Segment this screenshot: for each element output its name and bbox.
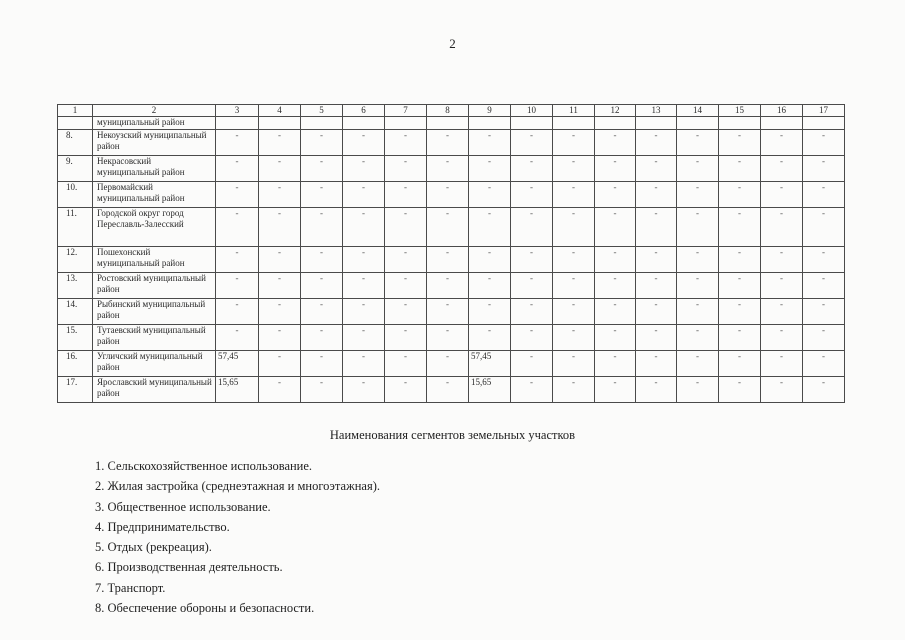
column-header: 6 xyxy=(343,105,385,117)
table-row xyxy=(58,273,845,299)
district-name: Пошехонский муниципальный район xyxy=(93,247,216,273)
table-cell: - xyxy=(469,130,511,156)
column-header: 15 xyxy=(719,105,761,117)
table-cell: - xyxy=(469,156,511,182)
table-cell: - xyxy=(301,377,343,403)
column-header: 8 xyxy=(427,105,469,117)
district-name: Рыбинский муниципальный район xyxy=(93,299,216,325)
table-cell: - xyxy=(343,182,385,208)
row-number: 17. xyxy=(58,377,93,403)
row-number xyxy=(58,117,93,130)
table-row xyxy=(58,156,845,182)
table-cell: - xyxy=(301,273,343,299)
table-cell: - xyxy=(385,325,427,351)
table-cell: - xyxy=(761,273,803,299)
table-cell: - xyxy=(553,182,595,208)
table-cell: - xyxy=(259,156,301,182)
legend-item: 4. Предпринимательство. xyxy=(95,519,230,534)
column-header: 5 xyxy=(301,105,343,117)
table-cell xyxy=(511,117,553,130)
table-cell: - xyxy=(427,299,469,325)
table-cell: - xyxy=(259,273,301,299)
table-cell xyxy=(761,117,803,130)
table-cell xyxy=(677,117,719,130)
table-cell: - xyxy=(595,299,636,325)
table-cell: - xyxy=(677,377,719,403)
table-cell xyxy=(719,117,761,130)
table-cell: - xyxy=(259,182,301,208)
table-cell: - xyxy=(216,156,259,182)
table-cell: - xyxy=(511,273,553,299)
legend-item: 5. Отдых (рекреация). xyxy=(95,540,212,555)
table-cell: 57,45 xyxy=(216,351,259,377)
table-cell: - xyxy=(595,273,636,299)
table-cell: 57,45 xyxy=(469,351,511,377)
table-row xyxy=(58,117,845,130)
legend-item: 2. Жилая застройка (среднеэтажная и многоэтажная). xyxy=(95,479,380,494)
table-cell: - xyxy=(803,130,845,156)
table-cell: - xyxy=(385,299,427,325)
table-cell: - xyxy=(385,156,427,182)
table-cell: - xyxy=(216,273,259,299)
table-cell: - xyxy=(427,377,469,403)
table-cell: - xyxy=(595,130,636,156)
column-header: 17 xyxy=(803,105,845,117)
table-cell: - xyxy=(803,182,845,208)
table-row xyxy=(58,130,845,156)
table-cell: - xyxy=(553,273,595,299)
table-cell: - xyxy=(677,182,719,208)
table-cell: - xyxy=(511,130,553,156)
table-cell: - xyxy=(259,377,301,403)
table-cell: - xyxy=(259,325,301,351)
segment-legend-list xyxy=(95,456,380,618)
table-row xyxy=(58,208,845,247)
table-cell: - xyxy=(301,325,343,351)
district-name: Ростовский муниципальный район xyxy=(93,273,216,299)
table-cell: - xyxy=(427,130,469,156)
table-cell: - xyxy=(301,247,343,273)
table-cell: - xyxy=(803,377,845,403)
column-header: 16 xyxy=(761,105,803,117)
district-name: Ярославский муниципальный район xyxy=(93,377,216,403)
table-cell: - xyxy=(511,351,553,377)
table-cell: - xyxy=(719,182,761,208)
district-name: Первомайский муниципальный район xyxy=(93,182,216,208)
table-cell: - xyxy=(761,377,803,403)
table-cell: - xyxy=(427,156,469,182)
row-number: 16. xyxy=(58,351,93,377)
column-header: 12 xyxy=(595,105,636,117)
district-name: муниципальный район xyxy=(93,117,216,130)
district-name: Угличский муниципальный район xyxy=(93,351,216,377)
table-cell xyxy=(803,117,845,130)
table-cell: - xyxy=(761,208,803,247)
table-cell xyxy=(427,117,469,130)
row-number: 13. xyxy=(58,273,93,299)
table-cell: - xyxy=(469,325,511,351)
table-cell: - xyxy=(259,247,301,273)
table-cell xyxy=(343,117,385,130)
table-cell: - xyxy=(427,208,469,247)
table-cell: - xyxy=(595,156,636,182)
column-header: 7 xyxy=(385,105,427,117)
table-cell: - xyxy=(511,208,553,247)
table-cell: - xyxy=(636,299,677,325)
table-cell: - xyxy=(216,299,259,325)
table-cell: - xyxy=(385,182,427,208)
table-cell: - xyxy=(259,130,301,156)
table-row xyxy=(58,182,845,208)
district-name: Городской округ город Переславль-Залесский xyxy=(93,208,216,247)
column-header: 9 xyxy=(469,105,511,117)
table-cell: - xyxy=(595,377,636,403)
table-cell: - xyxy=(803,325,845,351)
table-cell xyxy=(553,117,595,130)
table-row xyxy=(58,247,845,273)
table-cell: - xyxy=(553,156,595,182)
table-cell: - xyxy=(385,130,427,156)
table-cell: - xyxy=(511,377,553,403)
table-cell: - xyxy=(427,325,469,351)
table-cell: - xyxy=(301,156,343,182)
table-cell xyxy=(216,117,259,130)
table-cell: - xyxy=(511,247,553,273)
column-header: 4 xyxy=(259,105,301,117)
table-cell: - xyxy=(719,299,761,325)
table-cell: - xyxy=(595,208,636,247)
table-cell: - xyxy=(216,247,259,273)
legend-item: 3. Общественное использование. xyxy=(95,499,271,514)
table-cell: - xyxy=(385,351,427,377)
column-header: 10 xyxy=(511,105,553,117)
table-cell: - xyxy=(719,247,761,273)
table-cell: - xyxy=(719,208,761,247)
table-cell: - xyxy=(761,299,803,325)
table-row xyxy=(58,299,845,325)
table-cell: - xyxy=(427,351,469,377)
table-cell: - xyxy=(719,325,761,351)
table-cell: - xyxy=(427,273,469,299)
table-cell: - xyxy=(553,325,595,351)
table-cell: - xyxy=(553,351,595,377)
table-cell: - xyxy=(216,208,259,247)
table-cell: - xyxy=(343,130,385,156)
table-cell: - xyxy=(677,273,719,299)
district-name: Некрасовский муниципальный район xyxy=(93,156,216,182)
table-cell xyxy=(636,117,677,130)
table-cell: - xyxy=(553,247,595,273)
table-cell: - xyxy=(636,156,677,182)
table-cell: - xyxy=(677,156,719,182)
table-cell: - xyxy=(343,351,385,377)
table-cell: - xyxy=(719,377,761,403)
table-cell: - xyxy=(553,130,595,156)
table-cell: - xyxy=(553,377,595,403)
table-cell xyxy=(301,117,343,130)
table-cell: - xyxy=(343,156,385,182)
table-cell: - xyxy=(803,208,845,247)
row-number: 9. xyxy=(58,156,93,182)
table-cell: - xyxy=(719,156,761,182)
table-cell: - xyxy=(636,182,677,208)
table-cell: - xyxy=(301,351,343,377)
table-cell: - xyxy=(803,156,845,182)
land-segments-table xyxy=(57,104,845,403)
table-cell: - xyxy=(677,351,719,377)
table-cell: - xyxy=(636,325,677,351)
table-cell: - xyxy=(761,247,803,273)
table-cell: - xyxy=(553,208,595,247)
table-cell: - xyxy=(343,325,385,351)
table-cell: - xyxy=(469,273,511,299)
table-cell: - xyxy=(511,325,553,351)
table-cell: - xyxy=(385,377,427,403)
table-cell: - xyxy=(301,299,343,325)
table-cell: - xyxy=(677,325,719,351)
table-cell: - xyxy=(385,273,427,299)
table-cell: - xyxy=(719,130,761,156)
table-cell: - xyxy=(636,273,677,299)
table-cell: - xyxy=(595,247,636,273)
table-cell: - xyxy=(719,273,761,299)
table-cell xyxy=(385,117,427,130)
table-cell: - xyxy=(803,299,845,325)
table-cell: - xyxy=(761,351,803,377)
table-cell: - xyxy=(343,299,385,325)
table-cell: - xyxy=(216,182,259,208)
table-cell: - xyxy=(511,299,553,325)
table-cell: - xyxy=(511,156,553,182)
table-cell: - xyxy=(677,299,719,325)
table-cell: 15,65 xyxy=(469,377,511,403)
column-header: 11 xyxy=(553,105,595,117)
table-cell: - xyxy=(385,247,427,273)
table-cell: - xyxy=(216,325,259,351)
table-cell: - xyxy=(636,130,677,156)
table-cell: - xyxy=(427,247,469,273)
table-cell xyxy=(595,117,636,130)
column-header: 2 xyxy=(93,105,216,117)
table-cell: - xyxy=(761,156,803,182)
table-cell: - xyxy=(469,182,511,208)
table-cell: - xyxy=(259,351,301,377)
table-cell: - xyxy=(427,182,469,208)
table-cell: - xyxy=(595,182,636,208)
table-cell: - xyxy=(301,182,343,208)
table-row xyxy=(58,377,845,403)
table-cell: - xyxy=(216,130,259,156)
column-header: 14 xyxy=(677,105,719,117)
table-cell: - xyxy=(761,130,803,156)
table-cell: - xyxy=(719,351,761,377)
table-row xyxy=(58,325,845,351)
legend-item: 8. Обеспечение обороны и безопасности. xyxy=(95,601,315,616)
row-number: 12. xyxy=(58,247,93,273)
table-cell: - xyxy=(677,247,719,273)
row-number: 15. xyxy=(58,325,93,351)
legend-item: 6. Производственная деятельность. xyxy=(95,560,283,575)
table-cell: - xyxy=(343,247,385,273)
table-cell: - xyxy=(803,247,845,273)
table-cell: 15,65 xyxy=(216,377,259,403)
column-header: 3 xyxy=(216,105,259,117)
table-cell: - xyxy=(636,247,677,273)
table-cell: - xyxy=(595,351,636,377)
table-cell: - xyxy=(343,273,385,299)
table-cell: - xyxy=(677,130,719,156)
row-number: 11. xyxy=(58,208,93,247)
district-name: Тутаевский муниципальный район xyxy=(93,325,216,351)
row-number: 10. xyxy=(58,182,93,208)
table-cell: - xyxy=(636,377,677,403)
table-cell: - xyxy=(636,351,677,377)
table-cell: - xyxy=(301,208,343,247)
table-cell: - xyxy=(761,182,803,208)
legend-item: 7. Транспорт. xyxy=(95,580,166,595)
table-cell: - xyxy=(595,325,636,351)
legend-title: Наименования сегментов земельных участков xyxy=(329,428,576,442)
column-header: 13 xyxy=(636,105,677,117)
row-number: 8. xyxy=(58,130,93,156)
table-cell: - xyxy=(803,351,845,377)
table-cell xyxy=(469,117,511,130)
page-number: 2 xyxy=(449,36,456,51)
table-cell: - xyxy=(636,208,677,247)
district-name: Некоузский муниципальный район xyxy=(93,130,216,156)
table-cell: - xyxy=(343,208,385,247)
table-cell: - xyxy=(343,377,385,403)
table-cell: - xyxy=(259,299,301,325)
table-cell: - xyxy=(511,182,553,208)
table-cell: - xyxy=(553,299,595,325)
table-cell: - xyxy=(677,208,719,247)
table-cell: - xyxy=(385,208,427,247)
table-cell: - xyxy=(803,273,845,299)
table-cell: - xyxy=(469,208,511,247)
table-cell: - xyxy=(469,299,511,325)
row-number: 14. xyxy=(58,299,93,325)
table-cell: - xyxy=(301,130,343,156)
column-header: 1 xyxy=(58,105,93,117)
table-cell: - xyxy=(469,247,511,273)
legend-item: 1. Сельскохозяйственное использование. xyxy=(95,459,313,473)
table-cell: - xyxy=(761,325,803,351)
table-cell xyxy=(259,117,301,130)
table-cell: - xyxy=(259,208,301,247)
table-row xyxy=(58,351,845,377)
table-header-row xyxy=(58,105,845,117)
